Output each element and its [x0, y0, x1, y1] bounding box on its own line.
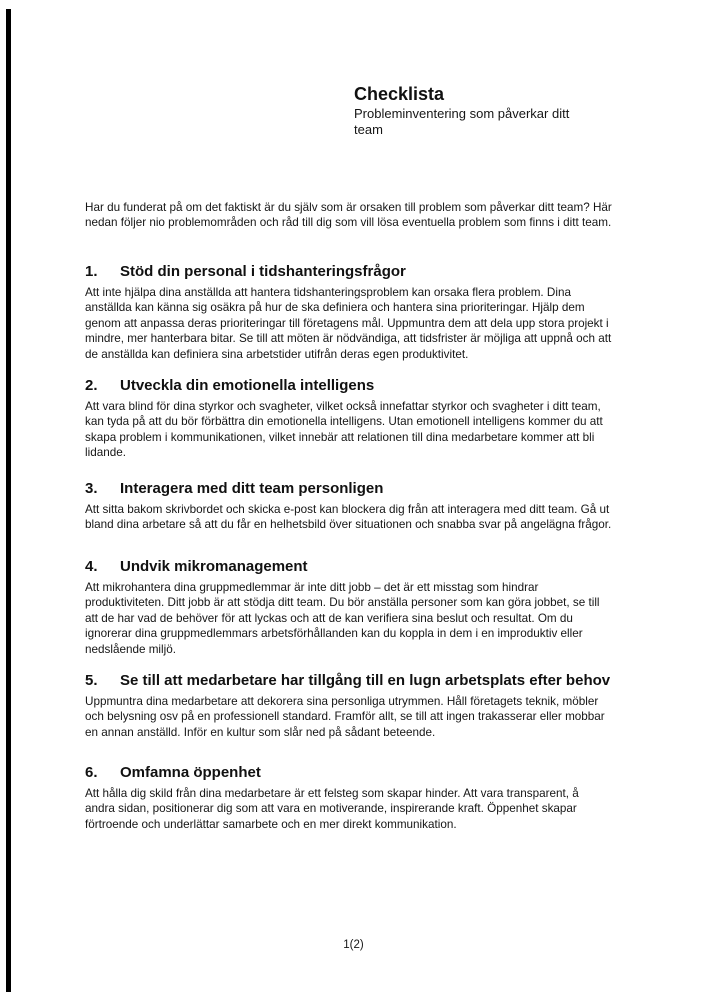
section-6-heading: [85, 763, 645, 782]
section-3-heading-text: Interagera med ditt team personligen: [120, 480, 384, 497]
section-3-body: Att sitta bakom skrivbordet och skicka e-post kan blockera dig från att interagera med ditt team. Gå ut bland dina arbetare så att du får en helhetsbild över situationen och snabba svar på angelägna frågor.: [85, 503, 612, 532]
section-4: [85, 557, 645, 657]
section-5-number: 5.: [85, 672, 98, 689]
section-6-number: 6.: [85, 764, 98, 781]
section-1-heading-text: Stöd din personal i tidshanteringsfrågor: [120, 263, 406, 280]
section-5-heading-text: Se till att medarbetare har tillgång till en lugn arbetsplats efter behov: [120, 672, 611, 689]
scan-edge-artifact-bar: [6, 9, 11, 992]
section-2-body: Att vara blind för dina styrkor och svagheter, vilket också innefattar styrkor och svagheter i ditt team, kan tyda på att du bör förbättra din emotionella intelligens. Utan emotionell intelligens kommer du att skapa problem i kommunikationen, vilket innebär att relationen till dina medarbetare kommer att bli lidande.: [85, 400, 603, 460]
section-5: [85, 671, 645, 740]
section-2-heading-text: Utveckla din emotionella intelligens: [120, 377, 375, 394]
intro-paragraph: Har du funderat på om det faktiskt är du själv som är orsaken till problem som påverkar ditt team? Här nedan följer nio problemområden och råd till dig som vill lösa eventuella problem som finns i ditt team.: [85, 201, 612, 230]
page-number: 1(2): [343, 939, 364, 951]
section-4-heading-text: Undvik mikromanagement: [120, 558, 308, 575]
section-2-number: 2.: [85, 377, 98, 394]
section-3: [85, 479, 645, 533]
section-4-heading: [85, 557, 645, 576]
document-title: Checklista: [354, 84, 445, 104]
section-1-heading: [85, 262, 645, 281]
title-block: [354, 84, 634, 139]
section-4-body: Att mikrohantera dina gruppmedlemmar är inte ditt jobb – det är ett misstag som hindrar produktiviteten. Ditt jobb är att stödja ditt team. Du bör anställa personer som kan göra jobbet, se till att de har vad de behöver för att lyckas och att de kan verifiera sina beslut och resultat. Om du ignorerar dina gruppmedlemmars arbetsförhållanden kan du koppla in dem i en improduktiv eller nedslående miljö.: [85, 581, 600, 656]
section-3-heading: [85, 479, 645, 498]
section-2: [85, 376, 645, 461]
section-4-number: 4.: [85, 558, 98, 575]
section-6-body: Att hålla dig skild från dina medarbetare är ett felsteg som skapar hinder. Att vara transparent, å andra sidan, positionerar dig som att vara en motiverande, inspirerande kraft. Öppenhet skapar förtroende och underlättar samarbete och en mer direkt kommunikation.: [85, 787, 579, 831]
section-6-heading-text: Omfamna öppenhet: [120, 764, 261, 781]
document-subtitle: Probleminventering som påverkar ditt team: [354, 106, 570, 138]
section-6: [85, 763, 645, 832]
section-1: [85, 262, 645, 362]
section-5-body: Uppmuntra dina medarbetare att dekorera sina personliga utrymmen. Håll företagets teknik, möbler och belysning osv på en professionell standard. Framför allt, se till att ingen trakasserar eller mobbar en annan anställd. Inför en kultur som slår ned på sådant beteende.: [85, 695, 605, 739]
section-1-body: Att inte hjälpa dina anställda att hantera tidshanteringsproblem kan orsaka flera problem. Dina anställda kan känna sig osäkra på hur de ska definiera och hantera sina prioriteringar. Hjälp dem genom att anpassa deras prioriteringar till företagens mål. Uppmuntra dem att dela upp stora projekt i mindre, mer hanterbara bitar. Se till att möten är nödvändiga, att tidsfrister är möjliga att uppnå och att de anställda kan definiera sina arbetstider utifrån deras egen produktivitet.: [85, 286, 612, 361]
section-5-heading: [85, 671, 645, 690]
section-3-number: 3.: [85, 480, 98, 497]
section-2-heading: [85, 376, 645, 395]
section-1-number: 1.: [85, 263, 98, 280]
